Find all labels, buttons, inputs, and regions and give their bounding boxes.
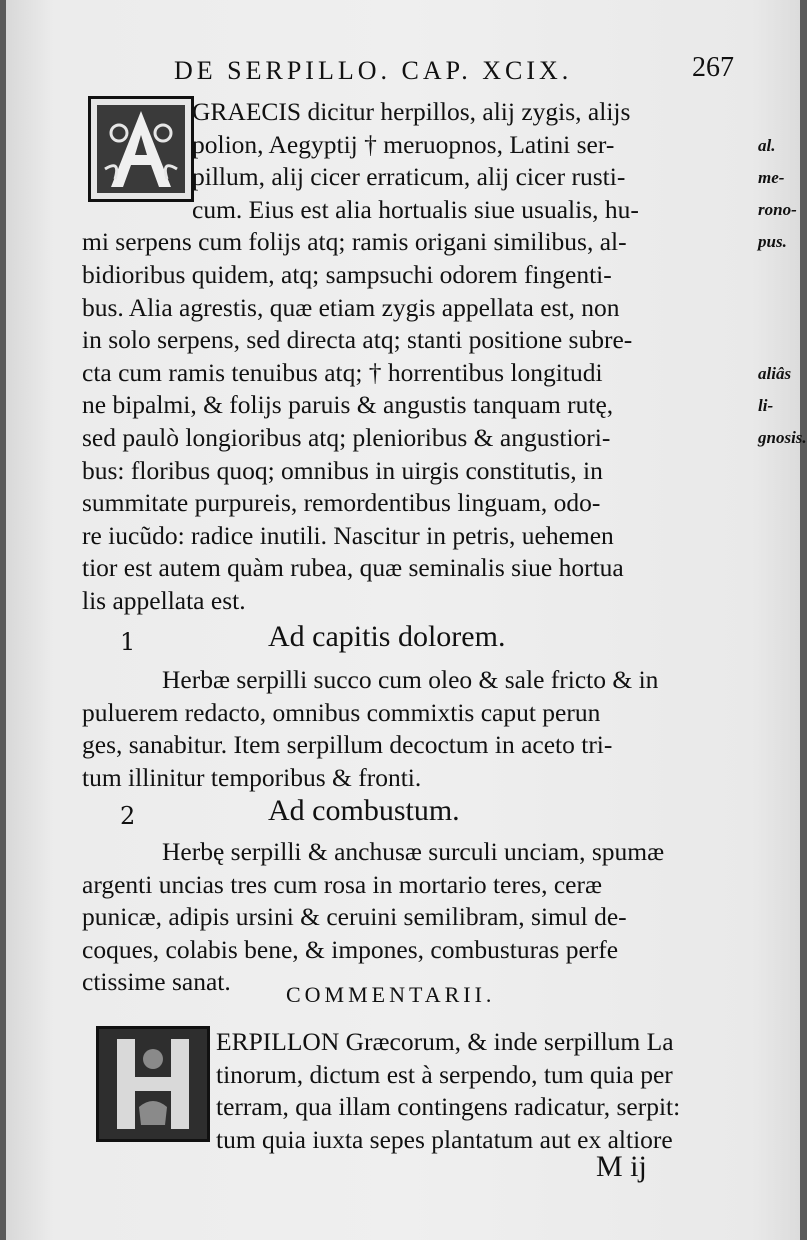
- paragraph-main: [82, 96, 742, 618]
- section-heading: Ad capitis dolorem.: [268, 620, 506, 653]
- text-line: GRAECIS dicitur herpillos, alij zygis, alijs: [192, 97, 631, 126]
- margin-note-line: al. me-: [758, 136, 785, 187]
- text-line: terram, qua illam contingens radicatur, serpit:: [216, 1092, 681, 1122]
- text-line: punicæ, adipis ursini & ceruini semilibram, simul de-: [82, 902, 627, 932]
- margin-note-line: gnosis.: [758, 428, 807, 447]
- text-line: bus: floribus quoq; omnibus in uirgis constitutis, in: [82, 455, 603, 485]
- commentary-text: [82, 1026, 742, 1156]
- text-line: tinorum, dictum est à serpendo, tum quia per: [216, 1059, 673, 1089]
- text-line: ctissime sanat.: [82, 967, 231, 997]
- text-line: in solo serpens, sed directa atq; stanti positione subre-: [82, 325, 633, 355]
- text-line: ges, sanabitur. Item serpillum decoctum in aceto tri-: [82, 730, 613, 760]
- section-number: 1: [120, 628, 136, 656]
- text-line: coques, colabis bene, & impones, combusturas perfe: [82, 934, 619, 964]
- margin-note-2: [758, 358, 806, 454]
- text-line: mi serpens cum folijs atq; ramis origani similibus, al-: [82, 227, 627, 257]
- margin-note-line: rono-: [758, 200, 797, 219]
- text-line: Herbæ serpilli succo cum oleo & sale fricto & in: [162, 665, 659, 694]
- section-heading: Ad combustum.: [268, 794, 460, 827]
- margin-note-line: aliâs li-: [758, 364, 792, 415]
- text-line: ERPILLON Græcorum, & inde serpillum La: [216, 1027, 674, 1056]
- text-line: re iucũdo: radice inutili. Nascitur in petris, uehemen: [82, 520, 614, 550]
- text-line: ne bipalmi, & folijs paruis & angustis tanquam rutę,: [82, 390, 614, 420]
- text-line: argenti uncias tres cum rosa in mortario teres, ceræ: [82, 869, 602, 899]
- text-line: summitate purpureis, remordentibus linguam, odo-: [82, 488, 601, 518]
- running-header: [174, 52, 734, 92]
- section-2-text: [82, 836, 742, 999]
- text-line: bus. Alia agrestis, quæ etiam zygis appellata est, non: [82, 292, 620, 322]
- margin-note-1: [758, 130, 806, 258]
- text-line: cta cum ramis tenuibus atq; † horrentibus longitudi: [82, 357, 603, 387]
- margin-note-line: pus.: [758, 232, 787, 251]
- signature-mark: M ij: [596, 1150, 647, 1183]
- text-line: cum. Eius est alia hortualis siue usualis, hu-: [192, 194, 639, 224]
- text-line: pillum, alij cicer erraticum, alij cicer rusti-: [192, 162, 626, 192]
- text-line: bidioribus quidem, atq; sampsuchi odorem fingenti-: [82, 259, 612, 289]
- section-number: 2: [120, 802, 136, 830]
- text-line: polion, Aegyptij † meruopnos, Latini ser-: [192, 129, 615, 159]
- text-line: tum illinitur temporibus & fronti.: [82, 762, 422, 792]
- section-1-text: [82, 664, 742, 794]
- text-line: lis appellata est.: [82, 585, 246, 615]
- text-line: tior est autem quàm rubea, quæ seminalis siue hortua: [82, 553, 624, 583]
- chapter-title: DE SERPILLO. CAP. XCIX.: [174, 56, 573, 85]
- text-line: puluerem redacto, omnibus commixtis caput perun: [82, 697, 601, 727]
- text-line: tum quia iuxta sepes plantatum aut ex altiore: [216, 1124, 673, 1154]
- text-line: Herbę serpilli & anchusæ surculi unciam, spumæ: [162, 837, 665, 866]
- book-page: [6, 0, 807, 1240]
- text-line: sed paulò longioribus atq; plenioribus & angustiori-: [82, 422, 611, 452]
- commentary-heading: COMMENTARII.: [286, 982, 496, 1007]
- page-number: 267: [692, 52, 734, 83]
